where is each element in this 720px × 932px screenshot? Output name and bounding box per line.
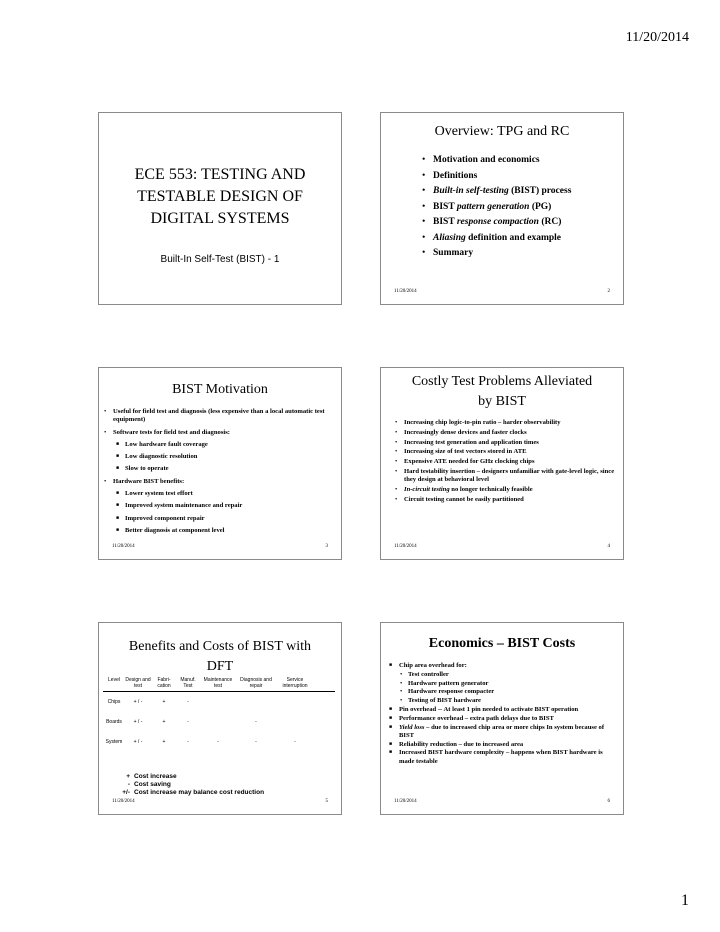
table-cell: Chips	[107, 699, 121, 705]
table-cell: -	[187, 739, 189, 745]
bullet-list	[422, 153, 571, 262]
table-cell: -	[294, 739, 296, 745]
slide-footer-date: 11/20/2014	[112, 799, 135, 804]
table-cell: -	[255, 739, 257, 745]
slide-6	[380, 622, 624, 815]
list-item: • Summary	[422, 246, 571, 262]
list-subitem: • Testing of BIST hardware	[389, 697, 617, 705]
list-subitem: ■ Low diagnostic resolution	[104, 453, 326, 461]
legend-item	[117, 773, 264, 781]
list-item: • Hardware BIST benefits:	[104, 478, 326, 486]
list-item: • Circuit testing cannot be easily partitioned	[395, 496, 617, 504]
list-item: • Hard testability insertion – designers unfamiliar with gate-level logic, since they design at behavioral level	[395, 468, 617, 485]
list-item: • Software tests for field test and diagnosis:	[104, 429, 326, 437]
list-item: • Increasingly dense devices and faster clocks	[395, 429, 617, 437]
list-item: ■ Increased BIST hardware complexity – happens when BIST hardware is made testable	[389, 749, 617, 766]
slide-3	[98, 367, 342, 560]
legend-symbol: -	[127, 781, 130, 788]
slide-footer-number: 5	[325, 799, 328, 804]
list-item: ■ Chip area overhead for:	[389, 662, 617, 670]
list-item: ■ Pin overhead -- At least 1 pin needed to activate BIST operation	[389, 706, 617, 714]
slide-footer-date: 11/20/2014	[112, 544, 135, 549]
legend-symbol: +/-	[122, 789, 130, 796]
page-date: 11/20/2014	[625, 30, 689, 45]
table-cell: -	[187, 699, 189, 705]
list-subitem: ■ Better diagnosis at component level	[104, 527, 326, 535]
legend-text: Cost increase may balance cost reduction	[134, 789, 265, 796]
legend-item	[117, 781, 264, 789]
table-cell: -	[217, 739, 219, 745]
slide-footer-number: 3	[325, 544, 328, 549]
table-cell: System	[105, 739, 123, 745]
table-cell: +	[162, 719, 166, 725]
column-header: Service interruption	[282, 677, 308, 689]
table-cell: +	[162, 739, 166, 745]
list-item: • Aliasing definition and example	[422, 231, 571, 247]
list-item: • Increasing test generation and application times	[395, 439, 617, 447]
slide-1	[98, 112, 342, 305]
slide-title: Economics – BIST Costs	[428, 636, 576, 651]
slide-title	[99, 637, 341, 677]
slide-footer-number: 2	[607, 289, 610, 294]
table-cell: + / -	[133, 739, 143, 745]
list-subitem: • Test controller	[389, 671, 617, 679]
list-subitem: ■ Low hardware fault coverage	[104, 441, 326, 449]
slide-2	[380, 112, 624, 305]
column-header: Level	[108, 677, 120, 683]
title-line: DFT	[206, 659, 234, 674]
slide-title: Overview: TPG and RC	[434, 124, 570, 139]
slide-footer-date: 11/20/2014	[394, 799, 417, 804]
slide-4	[380, 367, 624, 560]
slide-footer-date: 11/20/2014	[394, 289, 417, 294]
slide-footer-number: 4	[607, 544, 610, 549]
title-line: Costly Test Problems Alleviated	[411, 374, 593, 389]
bullet-list	[389, 662, 617, 767]
list-item: • Useful for field test and diagnosis (less expensive than a local automatic test equipment)	[104, 408, 326, 425]
column-header: Design and test	[125, 677, 151, 689]
list-item: • Increasing chip logic-to-pin ratio – harder observability	[395, 419, 617, 427]
table-cell: -	[255, 719, 257, 725]
legend-item	[117, 789, 264, 797]
title-line: Benefits and Costs of BIST with	[128, 639, 312, 654]
column-header: Fabri- cation	[157, 677, 171, 689]
slide-footer-number: 6	[607, 799, 610, 804]
table-cell: +	[162, 699, 166, 705]
slide-title	[99, 164, 341, 230]
slide-subtitle: Built-In Self-Test (BIST) - 1	[160, 254, 280, 265]
table-cell: + / -	[133, 699, 143, 705]
slide-title: BIST Motivation	[172, 382, 268, 397]
list-item: • Expensive ATE needed for GHz clocking chips	[395, 458, 617, 466]
legend-symbol: +	[126, 773, 130, 780]
bullet-list	[104, 408, 326, 539]
column-header: Diagnosis and repair	[240, 677, 272, 689]
list-item: ■ Yield loss – due to increased chip area or more chips In system because of BIST	[389, 724, 617, 741]
title-line: DIGITAL SYSTEMS	[150, 210, 290, 227]
list-subitem: ■ Lower system test effort	[104, 490, 326, 498]
legend-text: Cost increase	[134, 773, 177, 780]
slide-title	[381, 372, 623, 412]
list-item: • Definitions	[422, 169, 571, 185]
list-item: ■ Performance overhead – extra path delays due to BIST	[389, 715, 617, 723]
list-item: • BIST response compaction (RC)	[422, 215, 571, 231]
slide-5	[98, 622, 342, 815]
slide-footer-date: 11/20/2014	[394, 544, 417, 549]
list-item: ■ Reliability reduction – due to increased area	[389, 741, 617, 749]
list-item: • In-circuit testing no longer technically feasible	[395, 486, 617, 494]
list-subitem: ■ Improved system maintenance and repair	[104, 502, 326, 510]
column-header: Maintenance test	[203, 677, 233, 689]
table-row	[103, 732, 335, 752]
list-item: • Built-in self-testing (BIST) process	[422, 184, 571, 200]
page-number: 1	[681, 892, 689, 909]
list-subitem: ■ Slow to operate	[104, 465, 326, 473]
list-item: • Increasing size of test vectors stored in ATE	[395, 448, 617, 456]
table-cell: Boards	[106, 719, 122, 725]
list-item: • Motivation and economics	[422, 153, 571, 169]
list-item: • BIST pattern generation (PG)	[422, 200, 571, 216]
list-subitem: • Hardware response compacter	[389, 688, 617, 696]
title-line: by BIST	[478, 394, 526, 409]
cost-table	[103, 677, 335, 752]
table-cell: -	[187, 719, 189, 725]
bullet-list	[395, 419, 617, 506]
table-row	[103, 692, 335, 712]
table-legend	[117, 773, 264, 797]
table-header	[103, 677, 335, 692]
title-line: ECE 553: TESTING AND	[134, 166, 306, 183]
table-row	[103, 712, 335, 732]
list-subitem: ■ Improved component repair	[104, 515, 326, 523]
column-header: Manuf. Test	[180, 677, 196, 689]
legend-text: Cost saving	[134, 781, 171, 788]
list-subitem: • Hardware pattern generator	[389, 680, 617, 688]
title-line: TESTABLE DESIGN OF	[137, 188, 303, 205]
table-cell: + / -	[133, 719, 143, 725]
